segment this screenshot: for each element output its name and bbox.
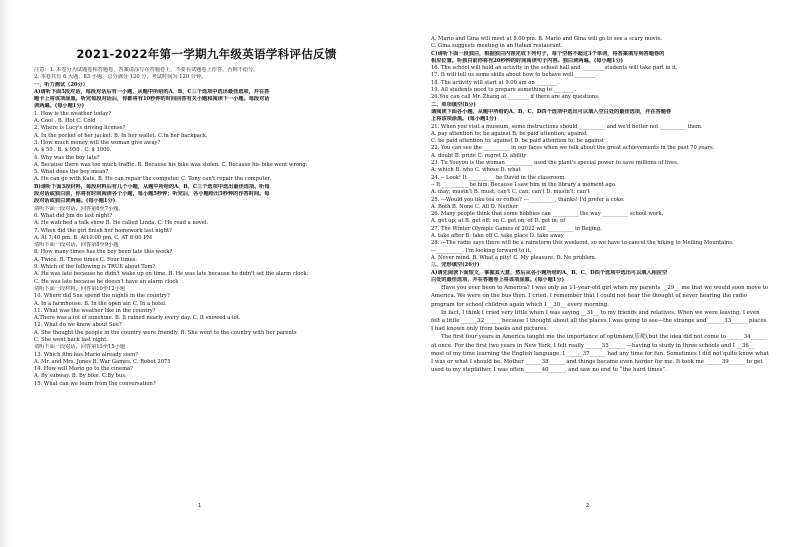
page1-line: 题卡上将该项涂黑。听完每段对话后，你都将有10秒钟的时间回答有关小题和阅读下一小题。每段对话 xyxy=(34,96,270,103)
page1-line: 读两遍。(每小题1分) xyxy=(34,103,85,110)
page2-line: 请阅读下面各小题，从题中所给的A、B、C、D四个选项中选出可以填入空白处的最佳选项，并在答题卷 xyxy=(431,108,672,115)
cloze-passage xyxy=(431,284,769,374)
page1-line: 11. What was the weather like in the country? xyxy=(34,307,156,314)
page1-line: A. By subway. B. By bike. C.By bus. xyxy=(34,373,127,380)
page2-line: 17. It will tell us some skills about how to behave well ________. xyxy=(431,72,598,79)
page1-line: 一、听力测试（20分） xyxy=(34,81,88,88)
page1-line: A.There was a lot of sunshine. B. It rained nearly every day. C. It snowed a lot. xyxy=(34,315,241,322)
page2-line: A. pay attention to; be against B. be paid attention; against xyxy=(431,130,587,137)
page1-line: 9. Which of the following is TRUE about Tom? xyxy=(34,264,156,271)
page1-line: 13. Which film has Mario already seen? xyxy=(34,351,139,358)
page1-line: 3. How much money will the woman give away? xyxy=(34,139,161,146)
page2-line: A. which B. who C. whose D. what xyxy=(431,167,521,174)
page2-line: 16. The school will hold an activity in the school hall and ________ students will take part in it. xyxy=(431,65,678,72)
page2-line: C)请听下面一段独白，根据独白内容完成下列句子，每个空格不超过3个单词，将答案填写到答题卷的 xyxy=(431,50,665,57)
page2-line: ---__________. I'm looking forward to it. xyxy=(431,247,532,254)
page2-line: A. Mario and Gina will meet at 8.00 pm. B. Mario and Gina will go to see a scary movie. xyxy=(431,36,663,42)
cloze-paragraph: Have you ever been to America? I was only an 11-year-old girl when my parents __29__ me that we would soon move to America. We were on the bus then. I cried. I remember that I could not hear the thought of never hearing the radio program for school children again which I __30__ every morning. xyxy=(431,285,769,308)
page1-line: 段对话或独白读两遍。(每小题1分) xyxy=(34,198,116,205)
page2-line: C. be paid attention to; against D. be paid attention to; be against xyxy=(431,138,604,145)
page1-line: 12. What do we know about Sue? xyxy=(34,322,122,329)
page1-line: 请听下面一段对话，回答第6至7小题。 xyxy=(34,205,124,212)
page2-line: 25. ---Would you like tea or coffee? ---__________, thanks! I'd prefer a coke. xyxy=(431,196,625,203)
page1-line: 请听下面一段对话，回答第13至15小题 xyxy=(34,344,126,351)
page2-line: C. Gina suggests meeting in an Italian restaurant. xyxy=(431,43,563,50)
page1-line: B)请听下面3段材料，每段材料后有几个小题，从题中所给的A、B、C三个选项中选出最佳选项。听每 xyxy=(34,183,270,190)
page2-line: 白处的最佳选项，并在答题卷上将该项涂黑。(每小题1分) xyxy=(431,276,565,283)
page1-line: C. She went back last night. xyxy=(34,336,108,343)
page1-line: 段对话或独白前，你将有时间阅读各个小题，每小题5秒钟；听完后，各小题给出5秒钟的作答时间。每 xyxy=(34,191,270,198)
page-right-column xyxy=(397,0,794,374)
page2-line: 24. -- Look! It __________ be David in the classroom. xyxy=(431,174,566,181)
page2-line: 27. The Winter Olympic Games of 2022 will __________ in Beijing. xyxy=(431,225,602,232)
page2-line: A. take after B. take off C. take place D. take away xyxy=(431,233,564,240)
exam-title: 2021-2022年第一学期九年级英语学科评估反馈 xyxy=(76,47,337,61)
page2-line: 18. The activity will start at 9.00 am on ________. xyxy=(431,79,559,86)
page1-line: 2. 本卷共有 6 大题、83 小题，总分满分 120 分，考试时间为 120 分钟。 xyxy=(34,74,207,81)
page-left-lines xyxy=(34,67,385,388)
page-left-column xyxy=(0,0,397,388)
page1-line: 请听下面一段对话，回答第8至9小题 xyxy=(34,242,119,249)
page1-line: A. In a farmhouse. B. In the open air. C. In a hotel. xyxy=(34,300,167,307)
page2-line: 19. All students need to prepare something to ________. xyxy=(431,87,577,94)
page1-line: A. In the pocket of her jacket. B. In her wallet. C.In her backpack. xyxy=(34,132,208,139)
page1-line: A. She thought the people in the country were friendly. B. She went to the country with her parents xyxy=(34,329,297,336)
page1-line: A. Because there was too much traffic. B. Because his bike was stolen. C. Because his bike went wrong. xyxy=(34,161,308,168)
page2-line: 22. You can see the __________ in our faces when we talk about the great achievements in the past 70 years. xyxy=(431,145,715,152)
cloze-paragraph: The first four years in America taught me the importance of optimism(乐观),but the idea did not come to ______34______ at once. For the first two years in New York, I felt really ______35______ —having to study in three schools and I __36__ most of my time learning the English language. I ______37______ had any time for fun. Sometimes I did not quite know what I was or what I should be. Mother ______38______ and things became even harder for me. It took me ______39______ to get used to my stepfather. I was often ______40______, and saw no end to “the hard times”. xyxy=(431,334,769,374)
page1-line: 5. What does the boy mean? xyxy=(34,169,109,176)
page2-line: A. get up; at B. get off; on C. get on; of D. get in; of xyxy=(431,218,566,225)
page2-line: 28. ---The radio says there will be a rainstorm this weekend, so we have to cancel the hiking to Meiling Mountains. xyxy=(431,240,734,247)
cloze-paragraph: In fact, I think I cried very little when I was saying __31__ to my friends and relatives. When we were leaving, I even felt a little ______32______ because I thought about all the places I was going to see—the strange and ______33______ places I had known only from books and pictures. xyxy=(431,309,767,333)
page1-line: 10. Where did Sue spend the nights in the country? xyxy=(34,293,170,300)
page1-line: 请听下面一段材料，回答第10至12小题 xyxy=(34,285,126,292)
page1-line: 注意：1. 本卷分为试题卷和答题卷，答案请涂写在答题卷上，不要在试题卷上作答，否则不给分。 xyxy=(34,67,259,73)
page1-line: A. At 7:40 pm. B. At10:00 pm. C. AT 8:00 PM xyxy=(34,234,153,241)
page1-line: A. He was late because he didn't wake up on time. B. He was late because he didn't set the alarm clock. xyxy=(34,271,309,278)
page-number-2: 2 xyxy=(586,503,590,509)
page2-line: 三、完形填空(26分) xyxy=(431,262,480,269)
page2-line: A. doubt B. pride C. regret D. ability xyxy=(431,152,527,159)
page1-line: 7. When did the girl finish her homework last night? xyxy=(34,227,172,234)
page-number-1: 1 xyxy=(198,503,202,509)
page1-line: 15. What can we learn from the conversation? xyxy=(34,380,156,387)
page1-line: 4. Why was the boy late? xyxy=(34,154,100,161)
page2-line: 23. Tu Youyou is the woman __________ used the plant's special power to save millions of lives. xyxy=(431,160,679,167)
page1-line: A. $ 50 . B. $ 950 . C. $ 1000. xyxy=(34,147,112,154)
page1-line: A)请听下面5段对话，每段对话后有一小题，从题中所给的A、B、C三个选项中选出最佳选项，并在答 xyxy=(34,88,270,95)
page2-line: A. Both B. None C. All D. Neither xyxy=(431,203,519,210)
page2-line: A)请先阅读下面短文，掌握其大意，然后从各小题所给的A、B、C、D四个选项中选出可以填入相应空 xyxy=(431,269,668,276)
page2-line: A. Never mind. B. What a pity! C. My pleasure. D. No problem. xyxy=(431,254,597,261)
page2-line: 相应位置。听独白前你将有20秒钟的时间阅读句子内容。独白读两遍。(每小题1分) xyxy=(431,57,624,64)
page1-line: A. He watched a talk show B. He called Linda. C. He read a novel. xyxy=(34,220,209,227)
page2-line: 上将该项涂黑。(每小题1分) xyxy=(431,116,497,123)
page1-line: 1. How is the weather today? xyxy=(34,110,112,117)
page1-line: C. He was late because he doesn't have an alarm clock xyxy=(34,278,179,285)
page1-line: 6. What did Jim do last night? xyxy=(34,212,113,219)
page1-line: A. Cool . B. Hot C. Cold xyxy=(34,118,96,125)
page2-line: 20.You can call Mr. Zhang at ________ if there are any questions. xyxy=(431,94,600,101)
page2-line: 26. Many people think that some hobbies can __________ the way __________ school work. xyxy=(431,211,664,218)
page1-line: A. Twice. B. Three times C. Four times. xyxy=(34,256,137,263)
page2-line: -- It __________ be him. Because I saw him in the library a moment ago. xyxy=(431,181,617,188)
page1-line: 14. How will Mario go to the cinema? xyxy=(34,366,133,373)
page-right-lines xyxy=(431,36,764,284)
page2-line: 二、单项填空(8分) xyxy=(431,101,476,108)
page2-line: 21. When you visit a museum, some instructions should __________ and we'd better not __________ them. xyxy=(431,123,703,130)
page1-line: A. Mr. and Mrs. Jones B. War Games. C. Robot 2075 xyxy=(34,358,171,365)
page1-line: 2. Where is Lucy's driving license? xyxy=(34,125,126,132)
page1-line: 8. How many times has the boy been late this week? xyxy=(34,249,173,256)
page2-line: A. may; mustn't B. must; can't C. can; can't D. mustn't; can't xyxy=(431,189,590,196)
page-right xyxy=(397,0,794,547)
page1-line: A. He can go with Kate. B. He can repair the computer. C. Tony can't repair the computer. xyxy=(34,176,272,183)
